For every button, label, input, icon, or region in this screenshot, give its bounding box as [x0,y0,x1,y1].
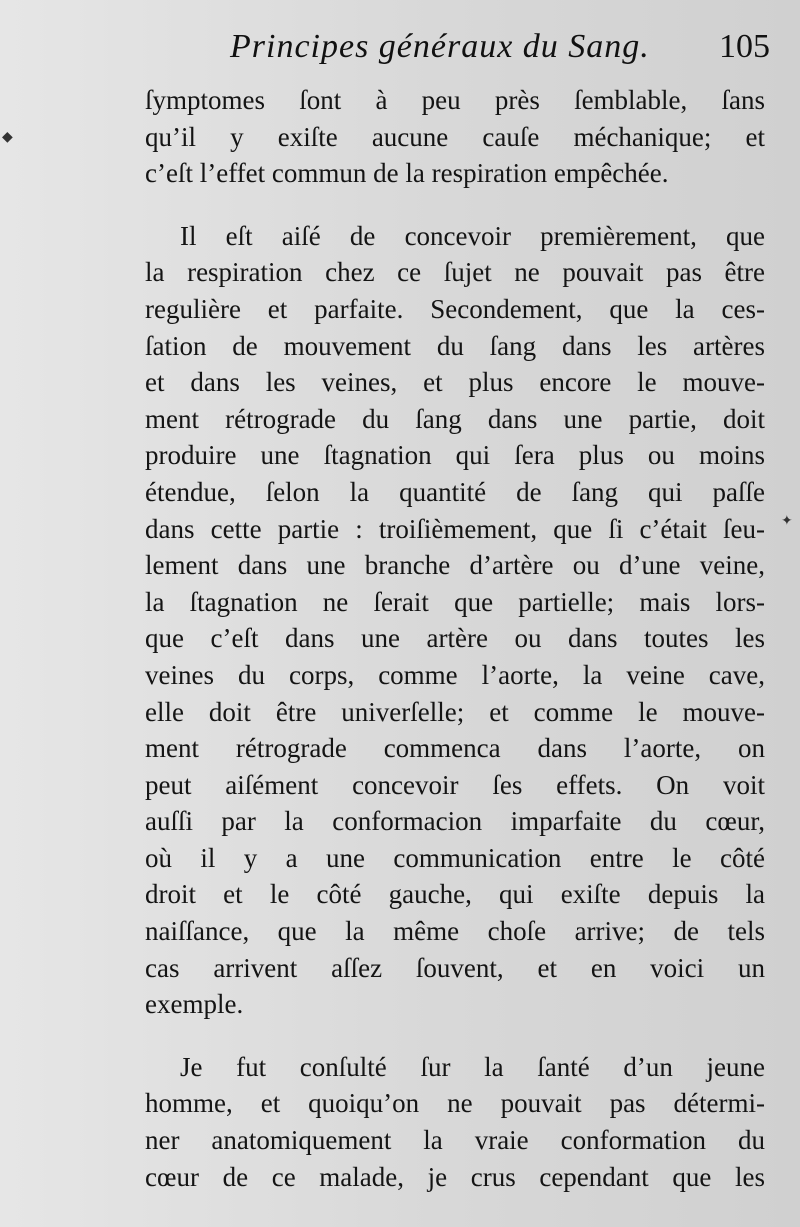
margin-mark: ◆ [2,129,13,145]
text-line: cas arrivent aſſez ſouvent, et en voici un [145,952,765,983]
text-line: exemple. [145,989,244,1020]
text-line: c’eſt l’effet commun de la respiration empêchée. [145,158,669,189]
paragraph-3 [145,1049,765,1195]
text-line: elle doit être univerſelle; et comme le mouve- [145,696,765,727]
text-line: lement dans une branche d’artère ou d’une veine, [145,550,765,581]
text-line: naiſſance, que la même choſe arrive; de tels [145,916,765,947]
text-line: ſation de mouvement du ſang dans les artères [145,330,765,361]
text-line: ner anatomiquement la vraie conformation du [145,1125,765,1156]
paragraph-2 [145,218,765,1023]
text-line: droit et le côté gauche, qui exiſte depuis la [145,879,765,910]
text-line: ment rétrograde du ſang dans une partie, doit [145,403,765,434]
paragraph-gap [145,1023,765,1049]
text-line: ment rétrograde commenca dans l’aorte, on [145,733,765,764]
text-line: veines du corps, comme l’aorte, la veine cave, [145,659,765,690]
page-header [230,28,770,78]
text-line: la respiration chez ce ſujet ne pouvait pas être [145,257,765,288]
margin-mark: ✦ [781,513,793,529]
body-text [145,82,765,1195]
text-line: peut aiſément concevoir ſes effets. On voit [145,769,765,800]
text-line: produire une ſtagnation qui ſera plus ou moins [145,440,765,471]
text-line: Il eſt aiſé de concevoir premièrement, que [180,220,765,251]
text-line: ſymptomes ſont à peu près ſemblable, ſans [145,85,765,115]
text-line: étendue, ſelon la quantité de ſang qui paſſe [145,476,765,507]
text-line: dans cette partie : troiſièmement, que ſi c’était ſeu- [145,513,765,544]
text-line: qu’il y exiſte aucune cauſe méchanique; et [145,121,765,152]
text-line: regulière et parfaite. Secondement, que la ces- [145,293,765,324]
running-title: Principes généraux du Sang. [230,28,650,65]
paragraph-gap [145,192,765,218]
text-line: et dans les veines, et plus encore le mouve- [145,367,765,398]
text-line: Je fut conſulté ſur la ſanté d’un jeune [180,1051,765,1082]
text-line: la ſtagnation ne ſerait que partielle; mais lors- [145,586,765,617]
text-line: où il y a une communication entre le côté [145,842,765,873]
text-line: homme, et quoiqu’on ne pouvait pas détermi- [145,1088,765,1119]
text-line: auſſi par la conformacion imparfaite du cœur, [145,806,765,837]
text-line: que c’eſt dans une artère ou dans toutes les [145,623,765,654]
text-line: cœur de ce malade, je crus cependant que les [145,1161,765,1192]
paragraph-1 [145,82,765,192]
page-number: 105 [719,28,770,65]
